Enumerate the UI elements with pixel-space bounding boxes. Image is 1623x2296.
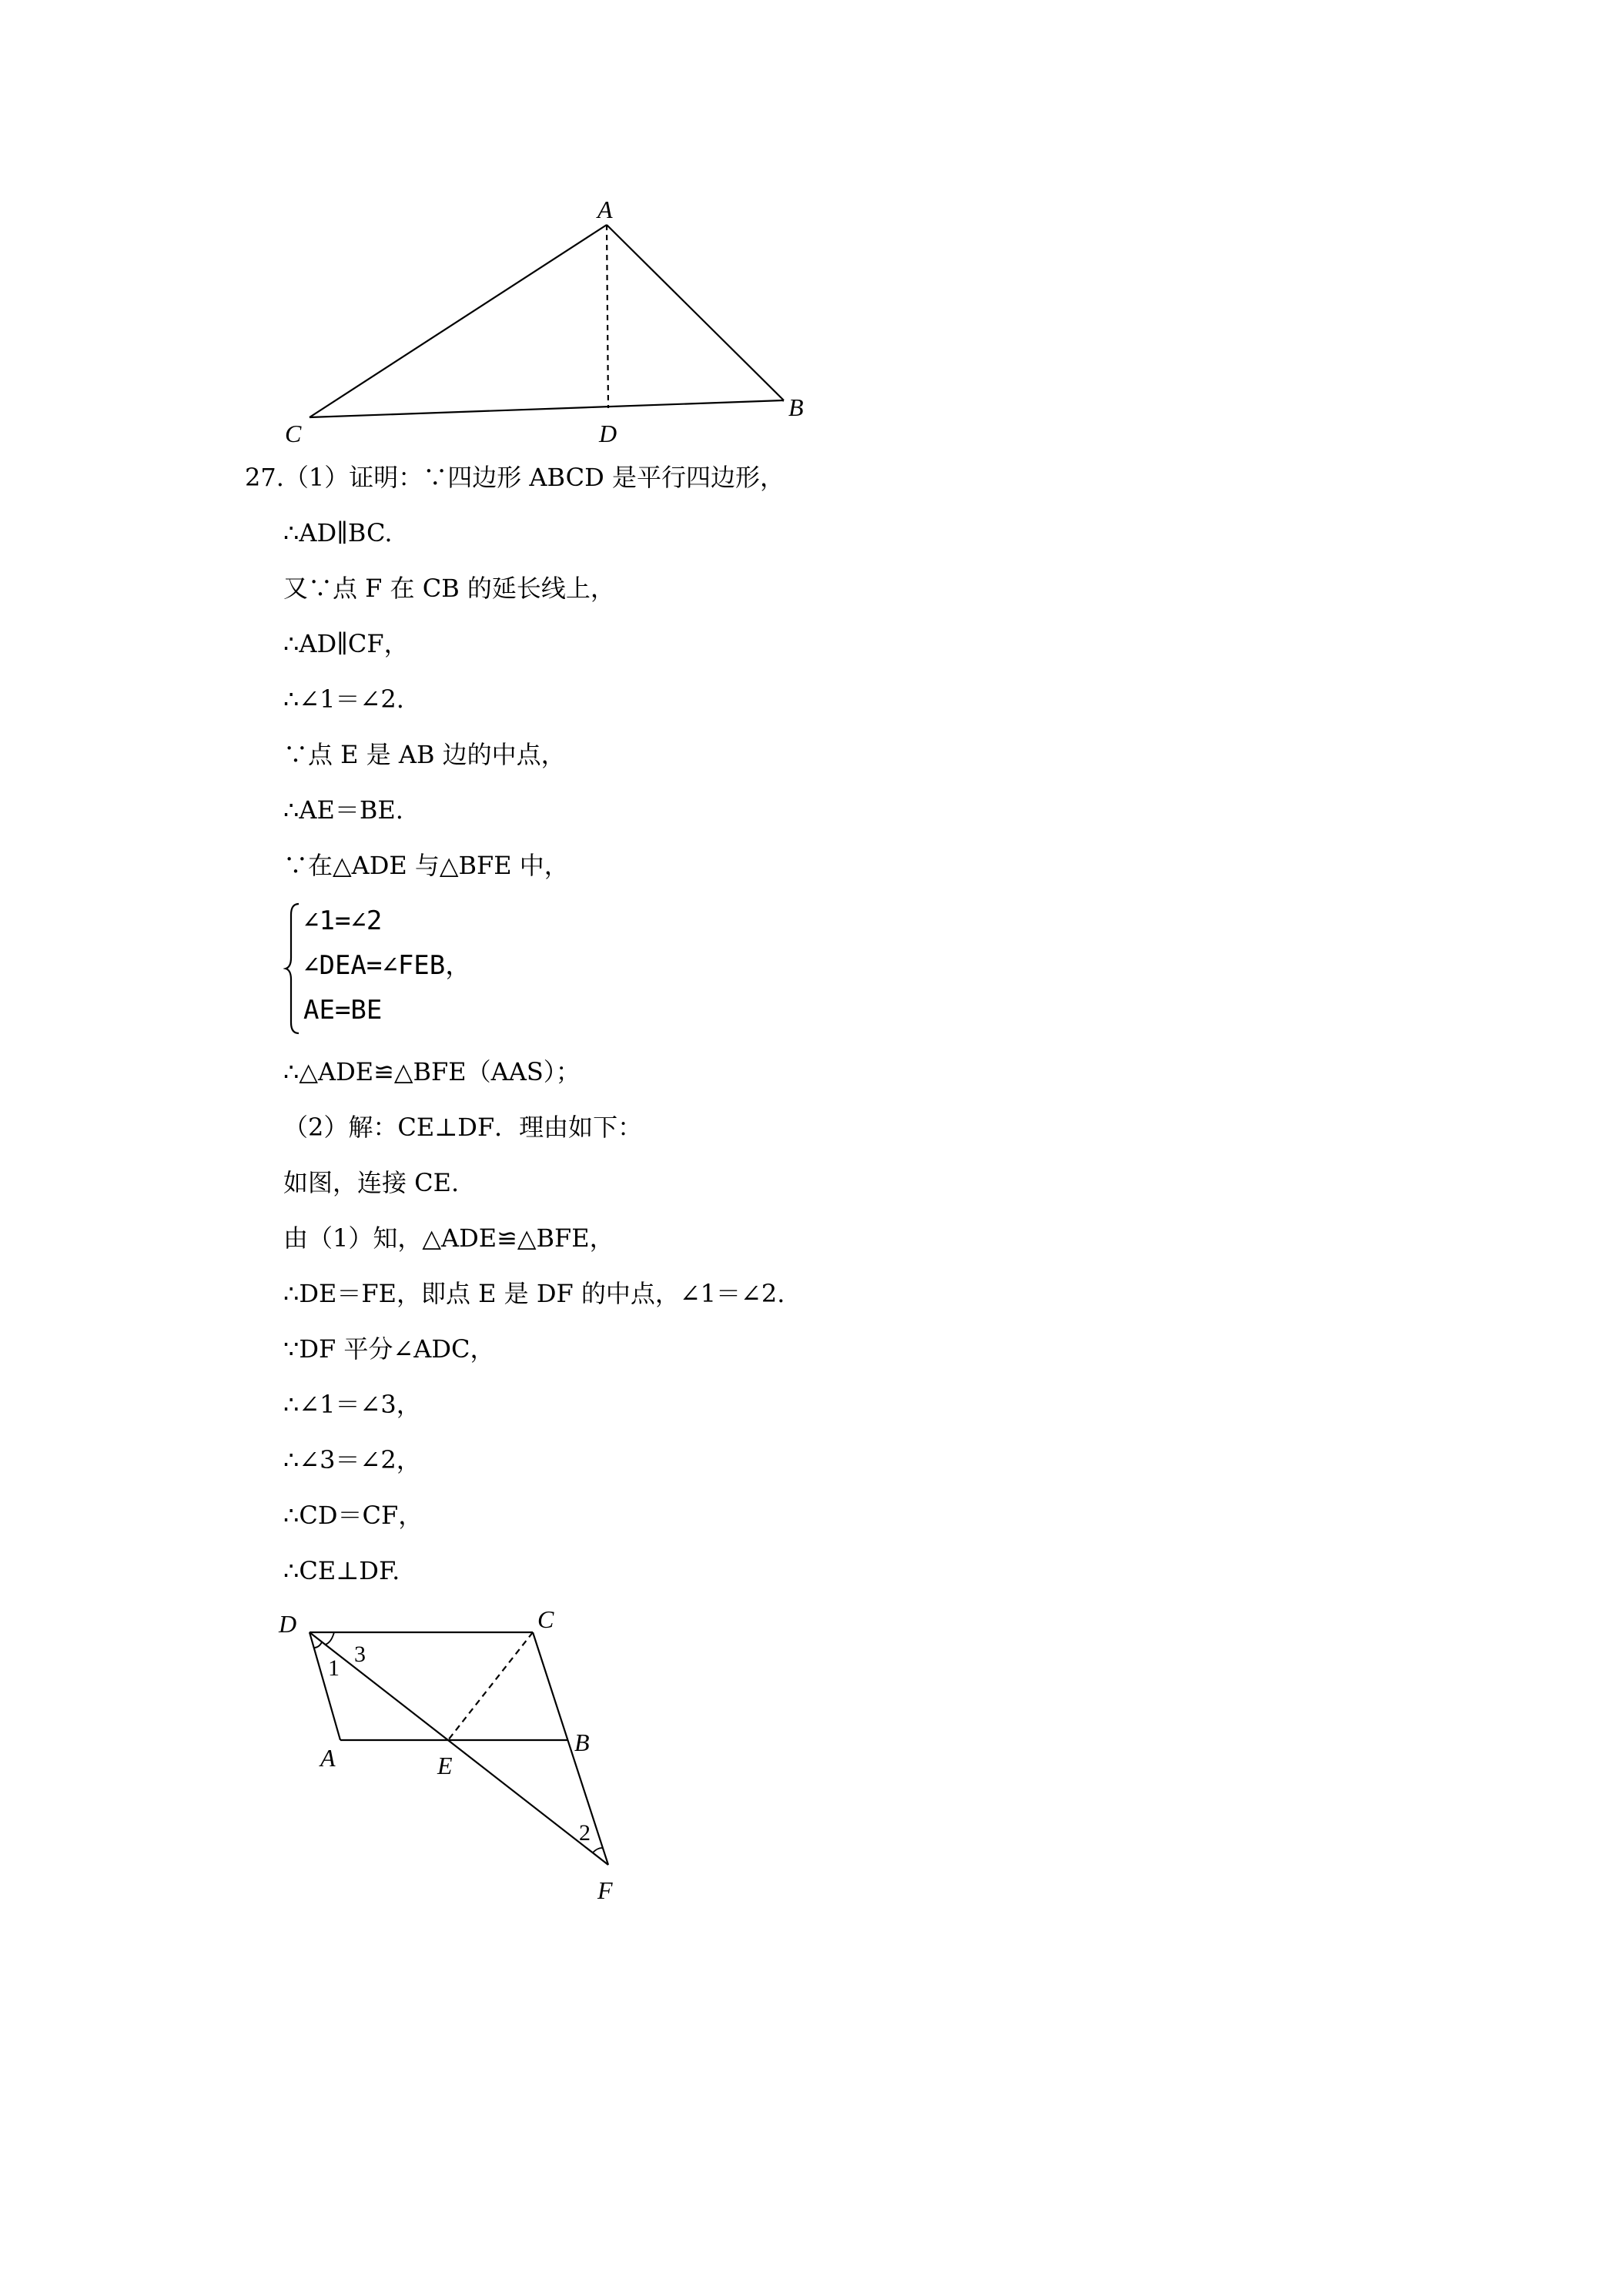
label-f: F bbox=[597, 1876, 613, 1904]
proof-line: ∴DE＝FE，即点 E 是 DF 的中点，∠1＝∠2. bbox=[283, 1279, 785, 1308]
label-c: C bbox=[285, 420, 302, 447]
angle-arc-1 bbox=[314, 1642, 322, 1648]
segment-df bbox=[310, 1632, 608, 1865]
proof-line: ∴AD∥CF， bbox=[283, 629, 409, 658]
system-eq-3: AE=BE bbox=[303, 995, 383, 1026]
proof-line: （2）解：CE⊥DF．理由如下： bbox=[283, 1113, 643, 1142]
angle-label-3: 3 bbox=[354, 1642, 366, 1667]
proof-line: ∵DF 平分∠ADC， bbox=[283, 1334, 495, 1364]
problem-number: 27. bbox=[245, 463, 284, 492]
part1-intro: （1）证明：∵四边形 ABCD 是平行四边形， bbox=[283, 463, 785, 492]
problem-line-0 bbox=[245, 462, 785, 493]
proof-line: ∴CE⊥DF. bbox=[283, 1556, 400, 1585]
altitude-ad bbox=[607, 225, 608, 408]
proof-line: ∴CD＝CF， bbox=[283, 1501, 423, 1530]
segment-ab bbox=[607, 225, 784, 400]
angle-label-1: 1 bbox=[328, 1655, 340, 1681]
segment-cb bbox=[310, 400, 784, 417]
segment-ca bbox=[310, 225, 607, 417]
system-eq-2: ∠DEA=∠FEB， bbox=[303, 950, 472, 981]
proof-line: 如图，连接 CE. bbox=[283, 1168, 460, 1197]
system-eq-1: ∠1=∠2 bbox=[303, 905, 383, 936]
label-d: D bbox=[279, 1610, 297, 1638]
segment-cf bbox=[533, 1632, 608, 1865]
label-b: B bbox=[574, 1729, 590, 1756]
left-brace-icon bbox=[283, 901, 302, 1036]
triangle-figure bbox=[277, 192, 832, 454]
proof-line: ∴∠1＝∠3， bbox=[283, 1390, 421, 1419]
proof-line: ∴∠3＝∠2， bbox=[283, 1445, 421, 1474]
proof-line: ∵点 E 是 AB 边的中点， bbox=[283, 740, 566, 769]
label-c: C bbox=[537, 1605, 554, 1633]
parallelogram-figure bbox=[269, 1594, 670, 1917]
proof-line: ∵在△ADE 与△BFE 中， bbox=[283, 851, 569, 880]
label-a: A bbox=[320, 1744, 336, 1772]
proof-line: ∴AD∥BC. bbox=[283, 518, 393, 547]
angle-arc-3 bbox=[325, 1632, 334, 1645]
label-a: A bbox=[597, 196, 613, 223]
equation-system bbox=[283, 901, 591, 1039]
angle-label-2: 2 bbox=[579, 1820, 591, 1846]
segment-da bbox=[310, 1632, 340, 1740]
angle-arc-2 bbox=[593, 1848, 602, 1853]
proof-line: ∴AE＝BE. bbox=[283, 795, 403, 825]
label-b: B bbox=[788, 393, 804, 421]
proof-line: 由（1）知，△ADE≌△BFE， bbox=[283, 1223, 614, 1253]
label-d: D bbox=[599, 420, 617, 447]
segment-ce bbox=[448, 1632, 533, 1740]
label-e: E bbox=[437, 1752, 453, 1779]
proof-line: ∴∠1＝∠2. bbox=[283, 684, 404, 714]
proof-line: ∴△ADE≌△BFE（AAS）； bbox=[283, 1057, 581, 1086]
proof-line: 又∵点 F 在 CB 的延长线上， bbox=[283, 574, 615, 603]
